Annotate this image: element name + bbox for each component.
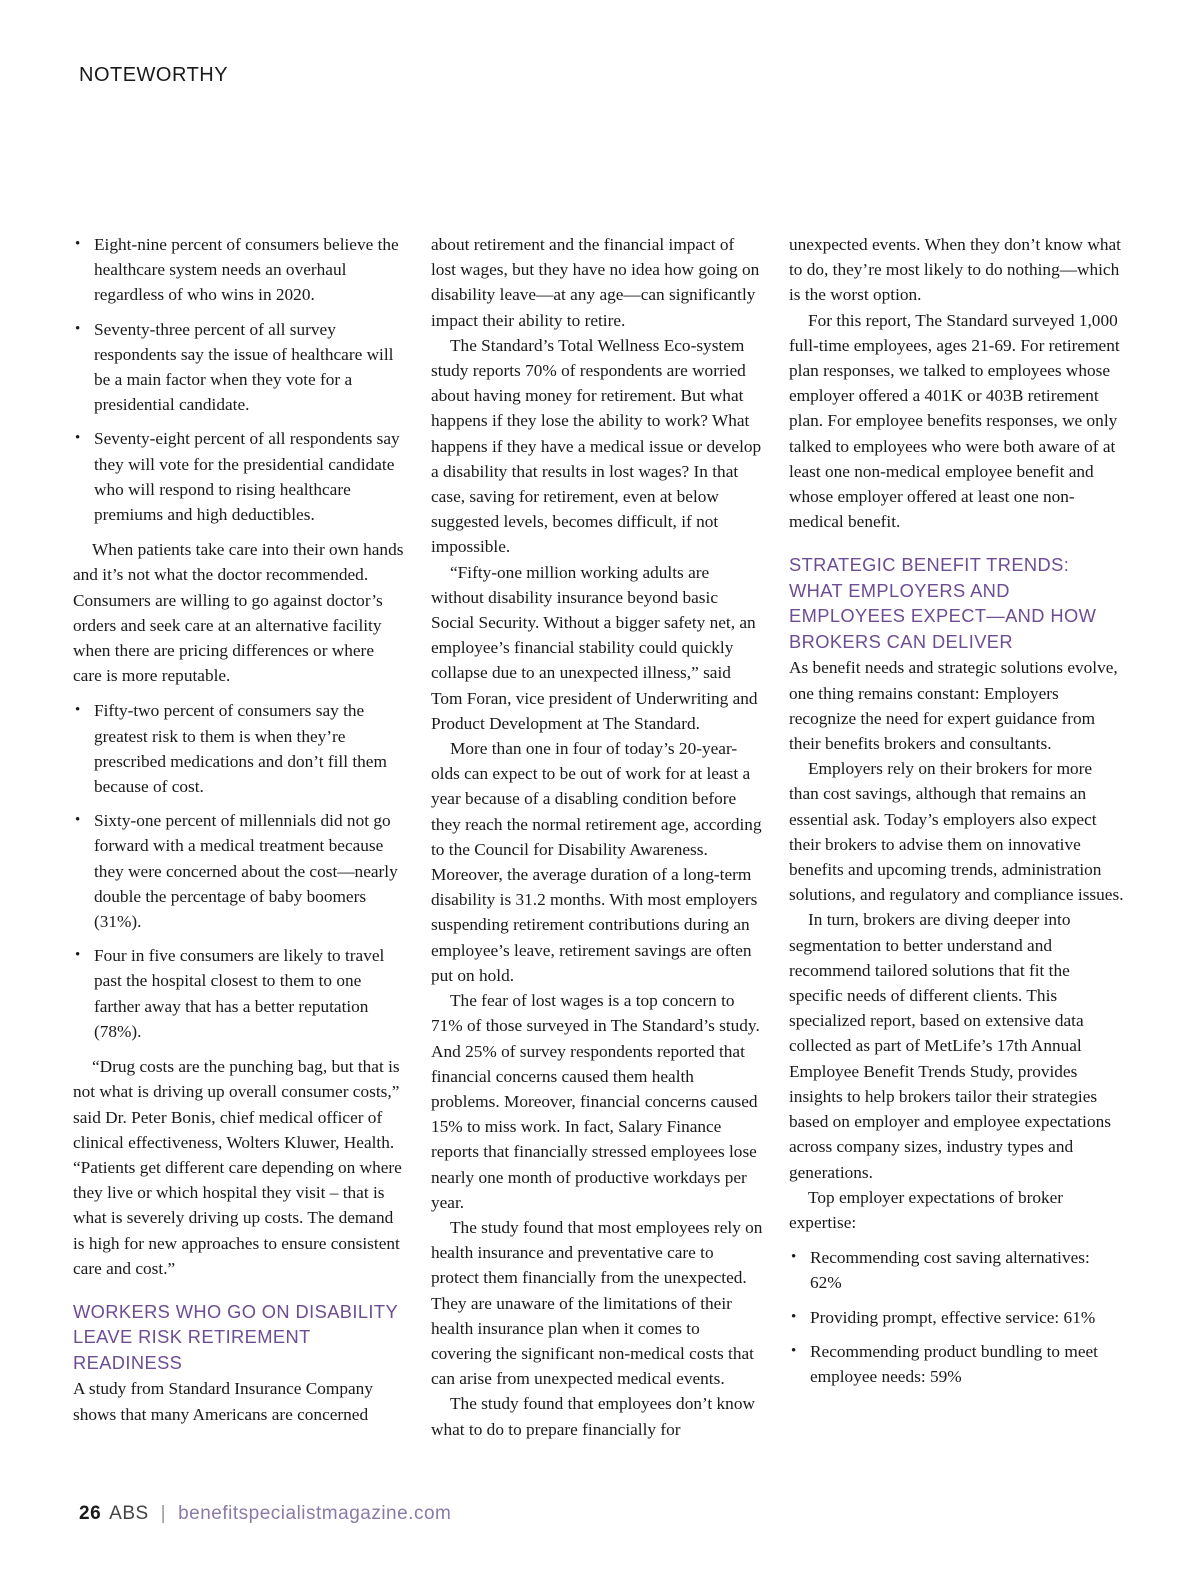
body-paragraph: “Drug costs are the punching bag, but that is not what is driving up overall consumer costs,” said Dr. Peter Bonis, chief medical officer of clinical effectiveness, Wolters Kluwer, Health. “Patients get different care depending on where they live or which hospital they visit – that is what is severely driving up costs. The demand is high for new approaches to ensure consistent care and cost.” [73, 1057, 402, 1278]
body-paragraph: “Fifty-one million working adults are without disability insurance beyond basic Social Security. Without a bigger safety net, an employee’s financial stability could quickly collapse due to an unexpected illness,” said Tom Foran, vice president of Underwriting and Product Development at The Standard. [431, 562, 758, 733]
magazine-name: ABS [109, 1503, 149, 1524]
page-footer [79, 1503, 451, 1525]
body-paragraph: The study found that most employees rely on health insurance and preventative care to protect them financially from the unexpected. They are unaware of the limitations of their health insurance plan when it comes to covering the significant non-medical costs that can arise from unexpected medical events. [431, 1217, 763, 1389]
list-item: • Four in five consumers are likely to travel past the hospital closest to them to one farther away that has a better reputation (78%). [73, 943, 405, 1044]
bullet-icon: • [75, 320, 81, 337]
section-label: NOTEWORTHY [79, 64, 229, 86]
section-heading: STRATEGIC BENEFIT TRENDS: WHAT EMPLOYERS AND EMPLOYEES EXPECT—AND HOW BROKERS CAN DELIVER [789, 554, 1097, 652]
bullet-icon: • [75, 702, 81, 719]
list-item: • Providing prompt, effective service: 61% [789, 1305, 1125, 1330]
body-paragraph: Employers rely on their brokers for more than cost savings, although that remains an essential ask. Today’s employers also expect their brokers to advise them on innovative benefits and upcoming trends, administration solutions, and regulatory and compliance issues. [789, 759, 1124, 905]
bullet-icon: • [75, 236, 81, 252]
body-paragraph: For this report, The Standard surveyed 1,000 full-time employees, ages 21-69. For retirement plan responses, we talked to employees whose employer offered a 401K or 403B retirement plan. For employee benefits responses, we only talked to employees who were both aware of at least one non-medical employee benefit and whose employer offered at least one non-medical benefit. [789, 310, 1120, 532]
column-3 [789, 232, 1125, 1399]
list-item: • Recommending cost saving alternatives: 62% [789, 1245, 1125, 1295]
list-item: • Fifty-two percent of consumers say the greatest risk to them is when they’re prescribed medications and don’t fill them because of cost. [73, 698, 405, 799]
page-number: 26 [79, 1503, 102, 1524]
body-paragraph: In turn, brokers are diving deeper into segmentation to better understand and recommend tailored solutions that fit the specific needs of different clients. This specialized report, based on extensive data collected as part of MetLife’s 17th Annual Employee Benefit Trends Study, provides insights to help brokers tailor their strategies based on employer and employee expectations across company sizes, industry types and generations. [789, 910, 1111, 1182]
body-paragraph: The Standard’s Total Wellness Eco-system study reports 70% of respondents are worried about having money for retirement. But what happens if they lose the ability to work? What happens if they have a medical issue or develop a disability that results in lost wages? In that case, saving for retirement, even at below suggested levels, becomes difficult, if not impossible. [431, 335, 762, 557]
bullet-icon: • [75, 430, 81, 447]
column-1 [73, 232, 405, 1427]
bullet-list-1 [73, 232, 405, 527]
body-paragraph: The study found that employees don’t know what to do to prepare financially for [431, 1394, 755, 1439]
list-item: • Sixty-one percent of millennials did not go forward with a medical treatment because they were concerned about the cost—nearly double the percentage of baby boomers (31%). [73, 808, 405, 934]
body-paragraph: As benefit needs and strategic solutions evolve, one thing remains constant: Employers recognize the need for expert guidance from their benefits brokers and consultants. [789, 658, 1118, 754]
bullet-list-2 [73, 698, 405, 1044]
body-paragraph: The fear of lost wages is a top concern to 71% of those surveyed in The Standard’s study. And 25% of survey respondents reported that financial concerns caused them health problems. Moreover, financial concerns caused 15% to miss work. In fact, Salary Finance reports that financially stressed employees lose nearly one month of productive workdays per year. [431, 991, 760, 1212]
body-paragraph: Top employer expectations of broker expertise: [789, 1187, 1064, 1232]
bullet-icon: • [791, 1308, 797, 1325]
list-item: • Eight-nine percent of consumers believe the healthcare system needs an overhaul regardless of who wins in 2020. [73, 232, 405, 308]
list-item: • Seventy-three percent of all survey respondents say the issue of healthcare will be a main factor when they vote for a presidential candidate. [73, 317, 405, 418]
body-paragraph: unexpected events. When they don’t know what to do, they’re most likely to do nothing—which is the worst option. [789, 235, 1121, 305]
bullet-icon: • [75, 812, 81, 829]
bullet-list-3 [789, 1245, 1125, 1389]
footer-separator: | [160, 1503, 167, 1524]
body-paragraph: A study from Standard Insurance Company shows that many Americans are concerned [73, 1379, 373, 1424]
column-2 [431, 232, 763, 1442]
magazine-url: benefitspecialistmagazine.com [178, 1503, 452, 1524]
body-paragraph: When patients take care into their own hands and it’s not what the doctor recommended. Consumers are willing to go against doctor’s orders and seek care at an alternative facility when there are pricing differences or where care is more reputable. [73, 540, 404, 686]
body-paragraph: about retirement and the financial impact of lost wages, but they have no idea how going on disability leave—at any age—can significantly impact their ability to retire. [431, 235, 760, 330]
bullet-icon: • [791, 1342, 797, 1359]
section-heading: WORKERS WHO GO ON DISABILITY LEAVE RISK RETIREMENT READINESS [73, 1300, 398, 1373]
bullet-icon: • [791, 1249, 797, 1266]
bullet-icon: • [75, 947, 81, 964]
body-paragraph: More than one in four of today’s 20-year-olds can expect to be out of work for at least a year because of a disabling condition before they reach the normal retirement age, according to the Council for Disability Awareness. Moreover, the average duration of a long-term disability is 31.2 months. With most employers suspending retirement contributions during an employee’s leave, retirement savings are often put on hold. [431, 739, 762, 985]
list-item: • Recommending product bundling to meet employee needs: 59% [789, 1339, 1125, 1389]
list-item: • Seventy-eight percent of all respondents say they will vote for the presidential candidate who will respond to rising healthcare premiums and high deductibles. [73, 426, 405, 527]
